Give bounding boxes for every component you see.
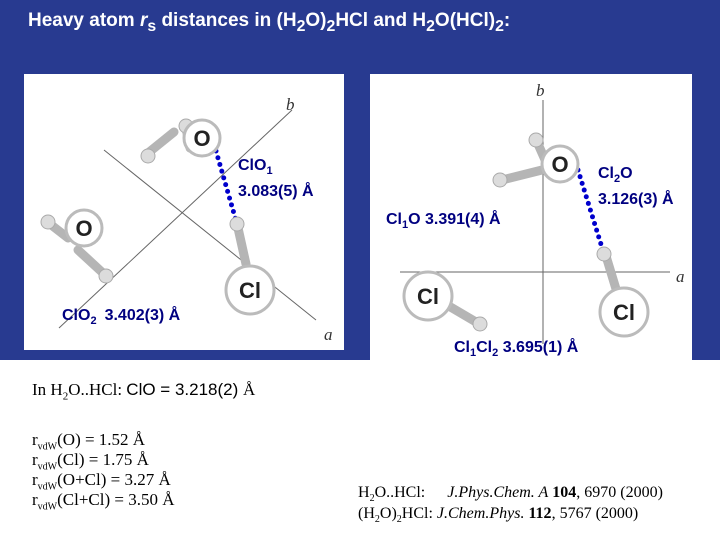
hydrogen-atom: [41, 215, 55, 229]
clcl-label: $Cl_1Cl_2$ 3.695(1) Å: [454, 339, 579, 359]
cl2o-value: 3.126(3) Å: [598, 191, 674, 208]
a-axis-line: [104, 150, 316, 320]
hydrogen-atom: [141, 149, 155, 163]
title-text: O): [305, 10, 327, 31]
cl2-h-bond: [606, 256, 616, 289]
clo1-value: 3.083(5) Å: [238, 183, 314, 200]
hydrogen-atom: [493, 173, 507, 187]
vdw-radius-row: $r_{vdW}(Cl+Cl) = 3.50$ Å: [32, 490, 175, 513]
title-r-sub: s: [147, 17, 157, 35]
references-list: [358, 482, 663, 524]
title-text: Heavy atom: [28, 10, 140, 31]
hydrogen-atom: [99, 269, 113, 283]
title-text: :: [503, 10, 511, 31]
slide-title: [28, 10, 510, 36]
clo1-label: ClO$_1$: [238, 157, 273, 177]
vdw-radius-row: $r_{vdW}(Cl) = 1.75$ Å: [32, 450, 149, 473]
a-axis-label: a: [324, 325, 333, 344]
reference-journal: J.Chem.Phys.: [436, 505, 525, 522]
cl1o-label: $Cl_1O$ 3.391(4) Å: [386, 211, 501, 231]
o-h-bond: [502, 170, 542, 180]
clo1-contact-line: [216, 151, 237, 224]
hcl-clo-value: ClO = 3.218(2): [126, 380, 243, 399]
title-r: r: [139, 10, 148, 31]
left-structure-panel: [24, 74, 344, 350]
o2-h-bond: [78, 250, 104, 274]
hydrogen-atom: [529, 133, 543, 147]
hydrogen-atom: [473, 317, 487, 331]
hcl-clo-line: [32, 380, 255, 402]
right-structure-panel: [370, 74, 692, 360]
title-text: O(HCl): [434, 10, 496, 31]
reference-volume: 104: [552, 484, 577, 501]
reference-journal: J.Phys.Chem. A: [447, 484, 549, 501]
title-sub: 2: [326, 17, 336, 35]
vdw-radius-row: $r_{vdW}(O) = 1.52$ Å: [32, 430, 146, 453]
cl2o-label: $Cl_2O$: [598, 165, 633, 185]
right-structure-diagram: [370, 74, 692, 360]
clo2-label: ClO$_2$ 3.402(3) Å: [62, 307, 181, 327]
title-text: distances in (H: [156, 10, 297, 31]
reference-volume: 112: [528, 505, 552, 522]
title-sub: 2: [296, 17, 306, 35]
left-structure-diagram: [24, 74, 344, 350]
title-sub: 2: [495, 17, 504, 35]
hcl-unit: Å: [243, 380, 256, 399]
a-axis-label: a: [676, 267, 685, 286]
b-axis-label: b: [536, 81, 545, 100]
atom-cl1-label: Cl: [417, 284, 439, 309]
cl2o-contact-line: [578, 170, 604, 254]
hcl-text: In H: [32, 380, 63, 399]
b-axis-label: b: [286, 95, 295, 114]
vdw-radius-row: $r_{vdW}(O+Cl) = 3.27$ Å: [32, 470, 171, 493]
title-sub: 2: [426, 17, 435, 35]
atom-o1-label: O: [193, 126, 211, 151]
hcl-text: O..HCl:: [68, 380, 127, 399]
atom-cl-label: Cl: [239, 278, 261, 303]
atom-cl2-label: Cl: [613, 300, 635, 325]
reference-row: $H_2O..HCl$: J.Phys.Chem. A 104, 6970 (2000): [358, 484, 663, 505]
atom-o-label: O: [551, 152, 569, 177]
title-text: HCl and H: [335, 10, 427, 31]
reference-row: $(H_2O)_2HCl$: J.Chem.Phys. 112, 5767 (2000): [358, 505, 639, 526]
hydrogen-atom: [230, 217, 244, 231]
vdw-radii-list: [32, 430, 175, 513]
hydrogen-atom: [597, 247, 611, 261]
hcl-sub: 2: [62, 390, 69, 403]
atom-o2-label: O: [75, 216, 93, 241]
